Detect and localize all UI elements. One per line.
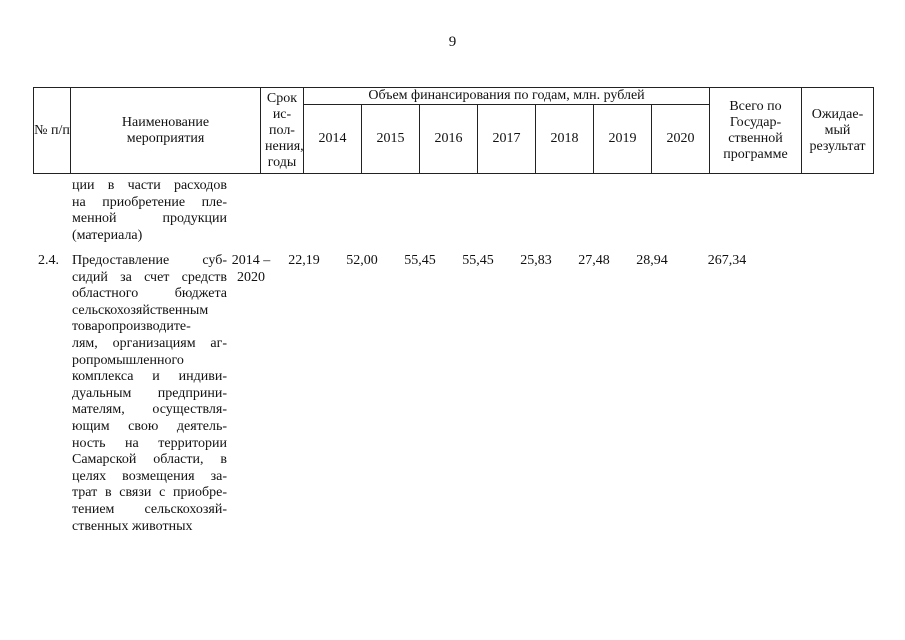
text-line: ственных животных: [72, 518, 193, 534]
value-2016: 55,45: [404, 253, 436, 268]
header-year: 2020: [652, 105, 710, 174]
value-2018: 25,83: [520, 253, 552, 268]
header-col-total: [710, 88, 802, 174]
text-line: менной продукции: [72, 211, 227, 227]
text-line: областного бюджета: [72, 286, 227, 302]
value-2019: 27,48: [578, 253, 610, 268]
row-term: [228, 253, 274, 286]
text-line: трат в связи с приобре-: [72, 485, 227, 501]
header-col-number: № п/п: [34, 88, 71, 174]
text-line: ропромышленного: [72, 352, 184, 368]
text-line: дуальным предприни-: [72, 385, 227, 401]
text-line: целях возмещения за-: [72, 468, 227, 484]
value-2014: 22,19: [288, 253, 320, 268]
text-line: лям, организациям аг-: [72, 335, 227, 351]
value-total: 267,34: [707, 253, 747, 268]
text-line: сидий за счет средств: [72, 269, 227, 285]
row-name: [72, 253, 227, 535]
text-line: мателям, осуществля-: [72, 402, 227, 418]
header-col-result: [802, 88, 874, 174]
text-line: на приобретение пле-: [72, 194, 227, 210]
header-col-name: [71, 88, 261, 174]
text-line: тением сельскохозяй-: [72, 501, 227, 517]
value-2020: 28,94: [636, 253, 668, 268]
text-line: Самарской области, в: [72, 452, 227, 468]
text-line: комплекса и индиви-: [72, 369, 227, 385]
header-year: 2017: [478, 105, 536, 174]
page-number: 9: [448, 34, 457, 50]
header-year: 2014: [304, 105, 362, 174]
header-col-result-text: Ожидае-мый результат: [809, 106, 866, 154]
header-col-funding: Объем финансирования по годам, млн. рублей: [304, 88, 710, 105]
header-col-total-text: Всего по Государ-ственной программе: [723, 98, 788, 162]
text-line: (материала): [72, 227, 143, 243]
header-col-name-text: Наименование мероприятия: [121, 114, 210, 146]
header-year: 2015: [362, 105, 420, 174]
text-line: Предоставление суб-: [72, 253, 227, 268]
value-2017: 55,45: [462, 253, 494, 268]
row-number: 2.4.: [38, 253, 59, 268]
header-year: 2018: [536, 105, 594, 174]
header-year: 2016: [420, 105, 478, 174]
value-2015: 52,00: [346, 253, 378, 268]
text-line: 2020: [237, 269, 265, 285]
text-line: ции в части расходов: [72, 178, 227, 193]
header-col-term-text: Срок ис-пол-нения, годы: [265, 90, 304, 170]
text-line: 2014 –: [231, 253, 271, 268]
text-line: сельскохозяйственным: [72, 302, 209, 318]
header-year: 2019: [594, 105, 652, 174]
header-table: [33, 87, 874, 174]
header-col-term: [261, 88, 304, 174]
text-line: ющим свою деятель-: [72, 418, 227, 434]
continuation-text: [72, 178, 227, 244]
text-line: ность на территории: [72, 435, 227, 451]
text-line: товаропроизводите-: [72, 319, 191, 335]
